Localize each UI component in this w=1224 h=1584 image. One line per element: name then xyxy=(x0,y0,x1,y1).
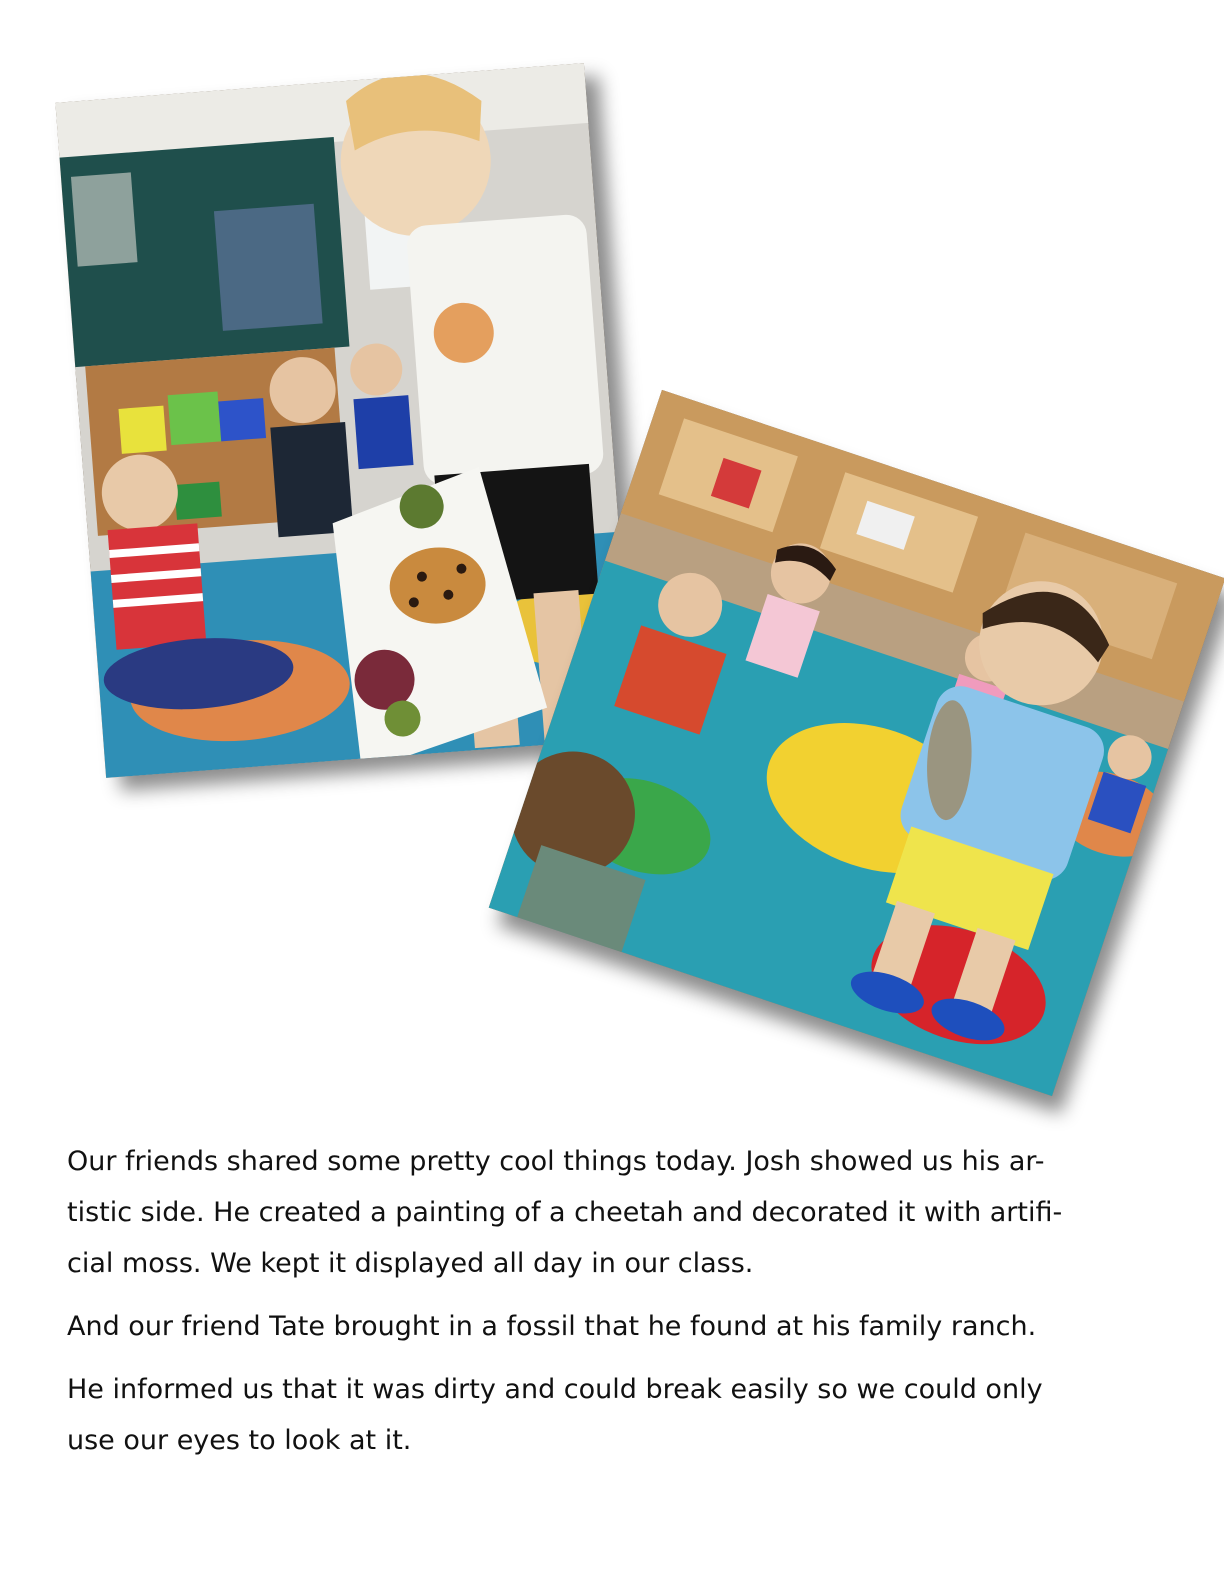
paragraph-fossil-line-1: He informed us that it was dirty and could break easily so we could only xyxy=(67,1374,1043,1405)
paragraph-josh xyxy=(67,1136,1147,1289)
body-text xyxy=(67,1136,1147,1478)
paragraph-josh-line-1: Our friends shared some pretty cool things today. Josh showed us his ar- xyxy=(67,1146,1045,1177)
photo-icon xyxy=(55,63,634,778)
paragraph-josh-line-2: tistic side. He created a painting of a cheetah and decorated it with artifi- xyxy=(67,1197,1063,1228)
paragraph-josh-line-3: cial moss. We kept it displayed all day in our class. xyxy=(67,1248,754,1279)
classroom-photo-cheetah-painting xyxy=(55,63,634,778)
paragraph-fossil-line-2: use our eyes to look at it. xyxy=(67,1425,412,1456)
paragraph-tate: And our friend Tate brought in a fossil that he found at his family ranch. xyxy=(67,1311,1037,1342)
paragraph-fossil xyxy=(67,1364,1147,1466)
